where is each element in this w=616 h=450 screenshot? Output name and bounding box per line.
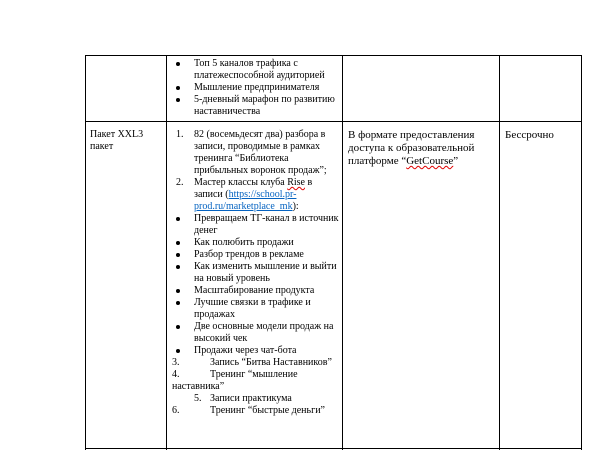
table-border-col2: [166, 55, 167, 450]
table-row-divider: [85, 121, 582, 122]
marketplace-link[interactable]: https://school.pr-prod.ru/marketplace_mk: [194, 189, 297, 212]
list-item: Продажи через чат-бота: [172, 345, 340, 357]
package-name-cell: [90, 129, 162, 153]
list-item: 4. Тренинг “мышление наставника”: [172, 369, 298, 392]
spellcheck-word: Rise: [287, 177, 305, 188]
list-item: Как полюбить продажи: [172, 237, 340, 249]
bullet-list: [172, 58, 340, 118]
list-item: 3. Запись “Битва Наставников”: [172, 357, 332, 368]
term-cell: [505, 129, 579, 142]
table-row: [172, 58, 340, 118]
list-item: 5-дневный марафон по развитию наставничества: [172, 94, 340, 118]
list-item: 5. Записи практикума: [194, 393, 292, 404]
platform-name: GetCourse: [406, 155, 454, 167]
list-item: Как изменить мышление и выйти на новый уровень: [172, 261, 340, 285]
list-item: Две основные модели продаж на высокий чек: [172, 321, 340, 345]
package-name: Пакет XXL3 пакет: [90, 129, 144, 152]
table-border-right: [581, 55, 582, 450]
list-item: Разбор трендов в рекламе: [172, 249, 340, 261]
list-item: Лучшие связки в трафике и продажах: [172, 297, 340, 321]
access-format-cell: В формате предоставления доступа к образовательной платформе “GetCourse”: [348, 129, 475, 167]
table-border-left: [85, 55, 86, 450]
list-item: 1. 82 (восемьдесят два) разбора в записи, проводимые в рамках тренинга “Библиотека прибыльных воронок продаж”;: [176, 129, 327, 176]
table-border-bottom: [85, 448, 582, 449]
package-contents-cell: [172, 129, 340, 417]
table-border-col4: [499, 55, 500, 450]
table-border-col3: [342, 55, 343, 450]
list-item: Топ 5 каналов трафика с платежеспособной аудиторией: [172, 58, 340, 82]
list-item: 6. Тренинг “быстрые деньги”: [172, 405, 325, 416]
list-item: Масштабирование продукта: [172, 285, 340, 297]
table-border-top: [85, 55, 582, 56]
list-item: Превращаем ТГ-канал в источник денег: [172, 213, 340, 237]
bullet-list: [172, 213, 340, 357]
term-value: Бессрочно: [505, 129, 554, 141]
list-item: 2. Мастер классы клуба Rise в записи (https://school.pr-prod.ru/marketplace_mk):: [176, 177, 313, 212]
list-item: Мышление предпринимателя: [172, 82, 340, 94]
